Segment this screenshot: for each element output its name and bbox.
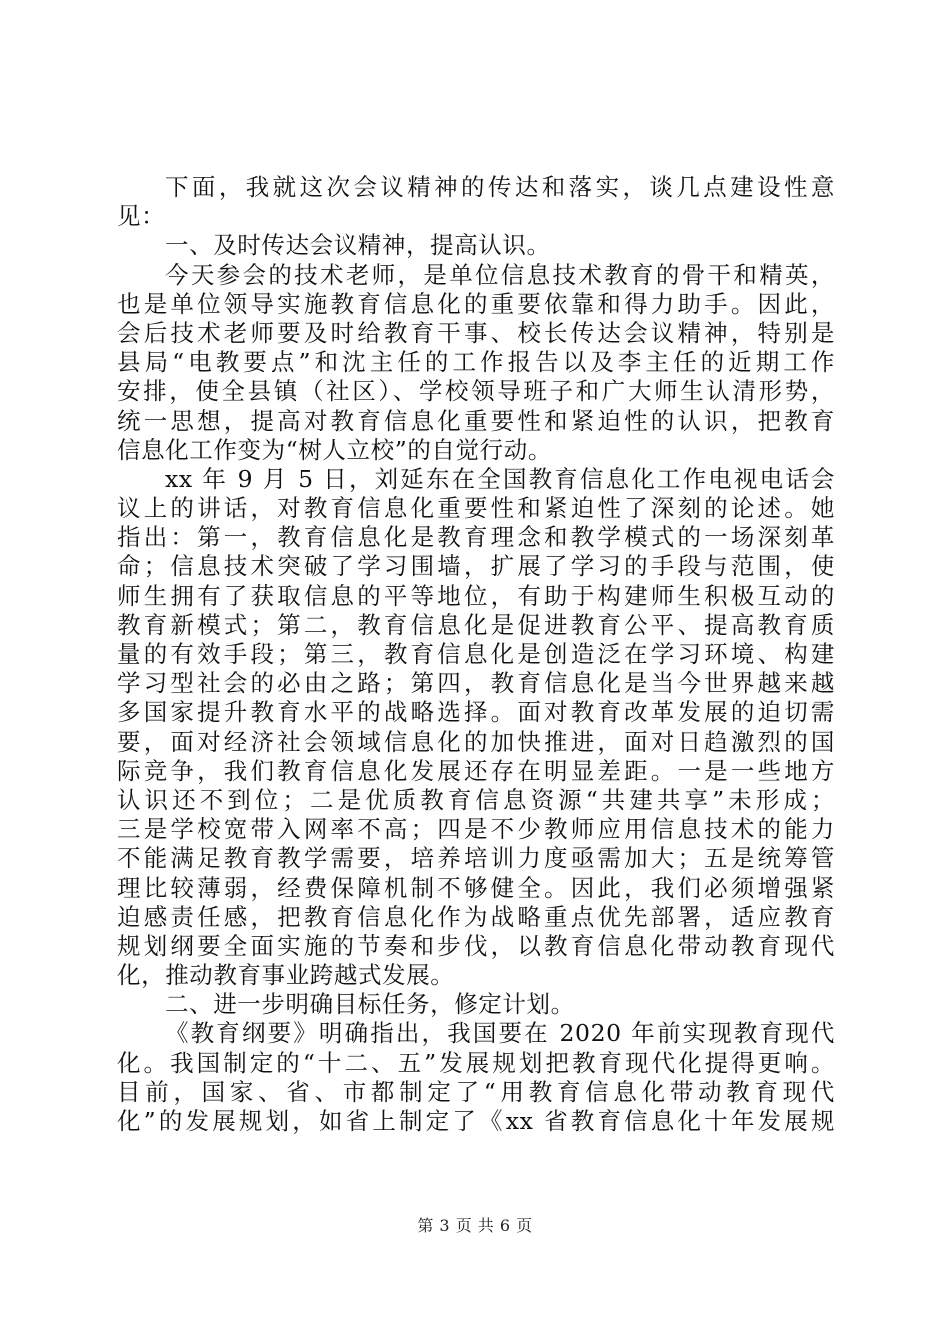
- text-line: 理比较薄弱，经费保障机制不够健全。因此，我们必须增强紧: [117, 873, 835, 902]
- text-line: 化”的发展规划，如省上制定了《xx 省教育信息化十年发展规: [117, 1107, 835, 1135]
- text-line: 教育新模式；第二，教育信息化是促进教育公平、提高教育质: [117, 610, 835, 639]
- text-line: 会后技术老师要及时给教育干事、校长传达会议精神，特别是: [117, 318, 835, 347]
- text-line: 师生拥有了获取信息的平等地位，有助于构建师生积极互动的: [117, 581, 835, 610]
- text-line: 目前，国家、省、市都制定了“用教育信息化带动教育现代: [117, 1077, 835, 1106]
- text-line: 安排，使全县镇（社区）、学校领导班子和广大师生认清形势，: [117, 377, 835, 406]
- text-line: 化。我国制定的“十二、五”发展规划把教育现代化提得更响。: [117, 1048, 835, 1077]
- text-line: 统一思想，提高对教育信息化重要性和紧迫性的认识，把教育: [117, 406, 835, 435]
- text-line: 议上的讲话，对教育信息化重要性和紧迫性了深刻的论述。她: [117, 494, 835, 523]
- text-line: 见：: [117, 202, 166, 231]
- text-line: 今天参会的技术老师，是单位信息技术教育的骨干和精英，: [165, 260, 835, 289]
- text-line: 信息化工作变为“树人立校”的自觉行动。: [117, 435, 552, 464]
- text-line: 下面，我就这次会议精神的传达和落实，谈几点建设性意: [165, 173, 835, 201]
- section-heading: 二、进一步明确目标任务，修定计划。: [165, 990, 575, 1019]
- text-line: 认识还不到位；二是优质教育信息资源“共建共享”未形成；: [117, 785, 835, 814]
- section-heading: 一、及时传达会议精神，提高认识。: [165, 231, 551, 260]
- text-line: 量的有效手段；第三，教育信息化是创造泛在学习环境、构建: [117, 640, 835, 668]
- text-line: 指出：第一，教育信息化是教育理念和教学模式的一场深刻革: [117, 523, 835, 552]
- text-line: 多国家提升教育水平的战略选择。面对教育改革发展的迫切需: [117, 698, 835, 727]
- text-line: 不能满足教育教学需要，培养培训力度亟需加大；五是统筹管: [117, 844, 835, 873]
- text-line: 也是单位领导实施教育信息化的重要依靠和得力助手。因此，: [117, 289, 835, 318]
- text-line: 际竞争，我们教育信息化发展还存在明显差距。一是一些地方: [117, 756, 835, 785]
- text-line: 县局“电教要点”和沈主任的工作报告以及李主任的近期工作: [117, 348, 835, 377]
- text-line: 三是学校宽带入网率不高；四是不少教师应用信息技术的能力: [117, 815, 835, 844]
- text-line: 学习型社会的必由之路；第四，教育信息化是当今世界越来越: [117, 669, 835, 698]
- page-footer: 第 3 页 共 6 页: [417, 1216, 533, 1235]
- text-line: 《教育纲要》明确指出，我国要在 2020 年前实现教育现代: [165, 1019, 835, 1048]
- text-line: 化，推动教育事业跨越式发展。: [117, 961, 455, 990]
- body-text: [117, 173, 835, 1136]
- text-line: 命；信息技术突破了学习围墙，扩展了学习的手段与范围，使: [117, 552, 835, 581]
- text-line: xx 年 9 月 5 日，刘延东在全国教育信息化工作电视电话会: [165, 464, 835, 493]
- text-line: 要，面对经济社会领域信息化的加快推进，面对日趋激烈的国: [117, 727, 835, 756]
- text-line: 规划纲要全面实施的节奏和步伐，以教育信息化带动教育现代: [117, 931, 835, 960]
- text-line: 迫感责任感，把教育信息化作为战略重点优先部署，适应教育: [117, 902, 835, 931]
